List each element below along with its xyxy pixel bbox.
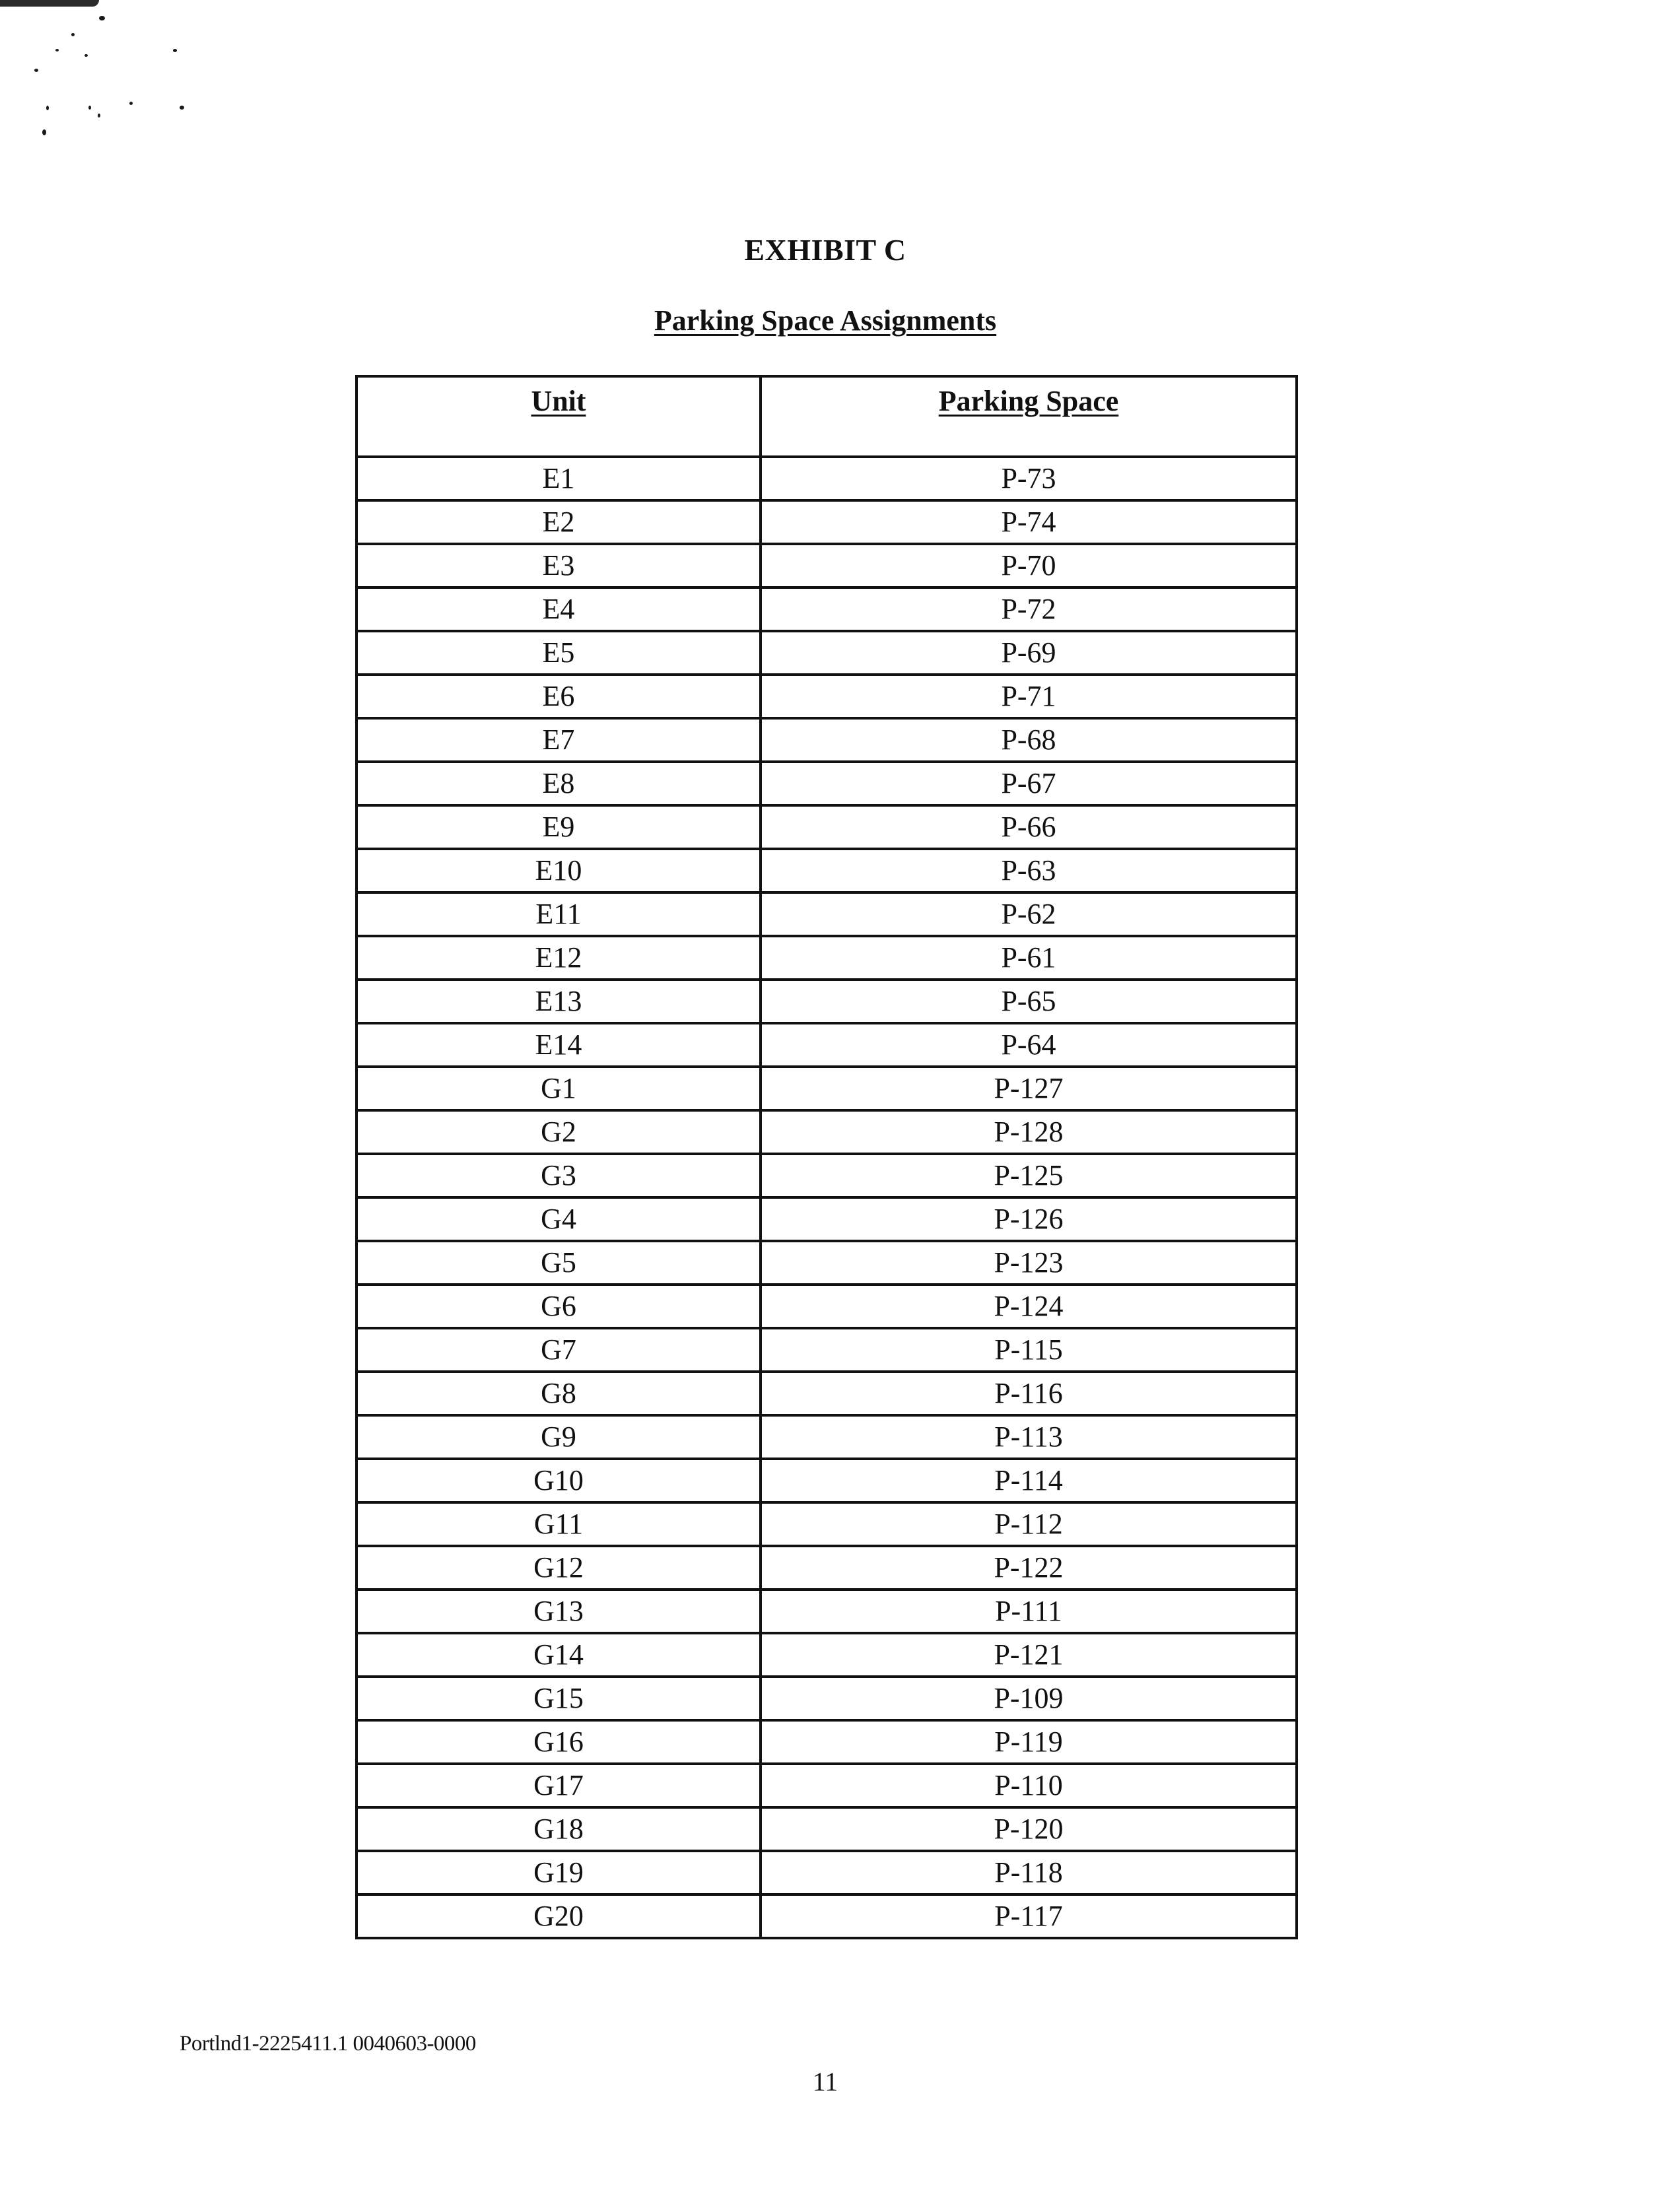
cell-unit: E1 bbox=[357, 457, 761, 500]
cell-unit: G11 bbox=[357, 1502, 761, 1546]
cell-parking-space: P-73 bbox=[761, 457, 1297, 500]
table-row bbox=[357, 980, 1297, 1023]
cell-parking-space: P-74 bbox=[761, 500, 1297, 544]
cell-parking-space: P-64 bbox=[761, 1023, 1297, 1067]
table-row bbox=[357, 1677, 1297, 1720]
cell-unit: G12 bbox=[357, 1546, 761, 1590]
cell-unit: E7 bbox=[357, 718, 761, 762]
cell-unit: E4 bbox=[357, 587, 761, 631]
cell-parking-space: P-111 bbox=[761, 1590, 1297, 1633]
cell-parking-space: P-124 bbox=[761, 1285, 1297, 1328]
table-row bbox=[357, 1720, 1297, 1764]
cell-parking-space: P-69 bbox=[761, 631, 1297, 675]
table-row bbox=[357, 718, 1297, 762]
cell-parking-space: P-116 bbox=[761, 1372, 1297, 1415]
table-row bbox=[357, 1197, 1297, 1241]
cell-unit: G2 bbox=[357, 1110, 761, 1154]
cell-unit: G15 bbox=[357, 1677, 761, 1720]
table-row bbox=[357, 936, 1297, 980]
cell-unit: G13 bbox=[357, 1590, 761, 1633]
table-row bbox=[357, 1851, 1297, 1894]
cell-parking-space: P-125 bbox=[761, 1154, 1297, 1197]
cell-unit: E5 bbox=[357, 631, 761, 675]
scan-artifact bbox=[55, 49, 59, 51]
exhibit-subtitle: Parking Space Assignments bbox=[654, 304, 997, 337]
table-row bbox=[357, 1590, 1297, 1633]
cell-unit: G9 bbox=[357, 1415, 761, 1459]
cell-unit: E8 bbox=[357, 762, 761, 805]
column-header-parking-space: Parking Space bbox=[761, 376, 1297, 457]
scan-artifact bbox=[42, 129, 46, 135]
cell-unit: G20 bbox=[357, 1894, 761, 1938]
cell-parking-space: P-113 bbox=[761, 1415, 1297, 1459]
cell-unit: E14 bbox=[357, 1023, 761, 1067]
scan-artifact bbox=[180, 106, 184, 110]
cell-unit: G1 bbox=[357, 1067, 761, 1110]
table-row bbox=[357, 1546, 1297, 1590]
table-row bbox=[357, 892, 1297, 936]
cell-unit: E9 bbox=[357, 805, 761, 849]
table-row bbox=[357, 631, 1297, 675]
cell-parking-space: P-61 bbox=[761, 936, 1297, 980]
cell-unit: G5 bbox=[357, 1241, 761, 1285]
cell-unit: E3 bbox=[357, 544, 761, 587]
table-row bbox=[357, 457, 1297, 500]
table-row bbox=[357, 1328, 1297, 1372]
cell-parking-space: P-121 bbox=[761, 1633, 1297, 1677]
cell-unit: G14 bbox=[357, 1633, 761, 1677]
cell-parking-space: P-63 bbox=[761, 849, 1297, 892]
cell-parking-space: P-115 bbox=[761, 1328, 1297, 1372]
table-header-row bbox=[357, 376, 1297, 457]
scan-artifact bbox=[85, 54, 88, 57]
cell-unit: G10 bbox=[357, 1459, 761, 1502]
table-row bbox=[357, 1023, 1297, 1067]
exhibit-title: EXHIBIT C bbox=[744, 233, 906, 267]
table-row bbox=[357, 1241, 1297, 1285]
cell-unit: G18 bbox=[357, 1807, 761, 1851]
table-row bbox=[357, 1764, 1297, 1807]
cell-parking-space: P-65 bbox=[761, 980, 1297, 1023]
scan-artifact bbox=[46, 106, 49, 110]
table-row bbox=[357, 1415, 1297, 1459]
cell-unit: E12 bbox=[357, 936, 761, 980]
cell-parking-space: P-126 bbox=[761, 1197, 1297, 1241]
cell-unit: E2 bbox=[357, 500, 761, 544]
cell-unit: G17 bbox=[357, 1764, 761, 1807]
page-number: 11 bbox=[812, 2067, 838, 2096]
cell-parking-space: P-72 bbox=[761, 587, 1297, 631]
cell-parking-space: P-119 bbox=[761, 1720, 1297, 1764]
cell-unit: G6 bbox=[357, 1285, 761, 1328]
table-row bbox=[357, 1372, 1297, 1415]
table-body bbox=[357, 457, 1297, 1938]
cell-parking-space: P-123 bbox=[761, 1241, 1297, 1285]
table-row bbox=[357, 675, 1297, 718]
scan-artifact bbox=[71, 33, 75, 36]
table-row bbox=[357, 849, 1297, 892]
table-row bbox=[357, 1502, 1297, 1546]
table-row bbox=[357, 500, 1297, 544]
document-reference: Portlnd1-2225411.1 0040603-0000 bbox=[180, 2032, 476, 2056]
cell-parking-space: P-109 bbox=[761, 1677, 1297, 1720]
table-row bbox=[357, 544, 1297, 587]
table-row bbox=[357, 762, 1297, 805]
scan-artifact bbox=[0, 0, 99, 7]
table-row bbox=[357, 1459, 1297, 1502]
table-row bbox=[357, 1110, 1297, 1154]
cell-parking-space: P-62 bbox=[761, 892, 1297, 936]
cell-unit: G4 bbox=[357, 1197, 761, 1241]
table-row bbox=[357, 1154, 1297, 1197]
cell-unit: G19 bbox=[357, 1851, 761, 1894]
scan-artifact bbox=[173, 49, 177, 52]
cell-parking-space: P-122 bbox=[761, 1546, 1297, 1590]
cell-parking-space: P-110 bbox=[761, 1764, 1297, 1807]
table-row bbox=[357, 587, 1297, 631]
scan-artifact bbox=[129, 102, 133, 105]
cell-unit: G16 bbox=[357, 1720, 761, 1764]
parking-assignments-table bbox=[355, 375, 1298, 1939]
table-row bbox=[357, 805, 1297, 849]
cell-parking-space: P-68 bbox=[761, 718, 1297, 762]
cell-unit: E13 bbox=[357, 980, 761, 1023]
cell-parking-space: P-71 bbox=[761, 675, 1297, 718]
scan-artifact bbox=[99, 16, 105, 20]
table-row bbox=[357, 1067, 1297, 1110]
cell-parking-space: P-128 bbox=[761, 1110, 1297, 1154]
cell-unit: E6 bbox=[357, 675, 761, 718]
cell-unit: E11 bbox=[357, 892, 761, 936]
table-row bbox=[357, 1633, 1297, 1677]
cell-parking-space: P-127 bbox=[761, 1067, 1297, 1110]
cell-parking-space: P-70 bbox=[761, 544, 1297, 587]
scan-artifact bbox=[98, 114, 100, 117]
cell-parking-space: P-120 bbox=[761, 1807, 1297, 1851]
cell-unit: G8 bbox=[357, 1372, 761, 1415]
table-row bbox=[357, 1285, 1297, 1328]
scan-artifact bbox=[34, 69, 38, 72]
cell-unit: G7 bbox=[357, 1328, 761, 1372]
cell-unit: E10 bbox=[357, 849, 761, 892]
cell-parking-space: P-117 bbox=[761, 1894, 1297, 1938]
cell-parking-space: P-112 bbox=[761, 1502, 1297, 1546]
cell-parking-space: P-66 bbox=[761, 805, 1297, 849]
scan-artifact bbox=[88, 106, 91, 110]
cell-parking-space: P-118 bbox=[761, 1851, 1297, 1894]
table-row bbox=[357, 1894, 1297, 1938]
cell-unit: G3 bbox=[357, 1154, 761, 1197]
table-row bbox=[357, 1807, 1297, 1851]
cell-parking-space: P-67 bbox=[761, 762, 1297, 805]
column-header-unit: Unit bbox=[357, 376, 761, 457]
cell-parking-space: P-114 bbox=[761, 1459, 1297, 1502]
